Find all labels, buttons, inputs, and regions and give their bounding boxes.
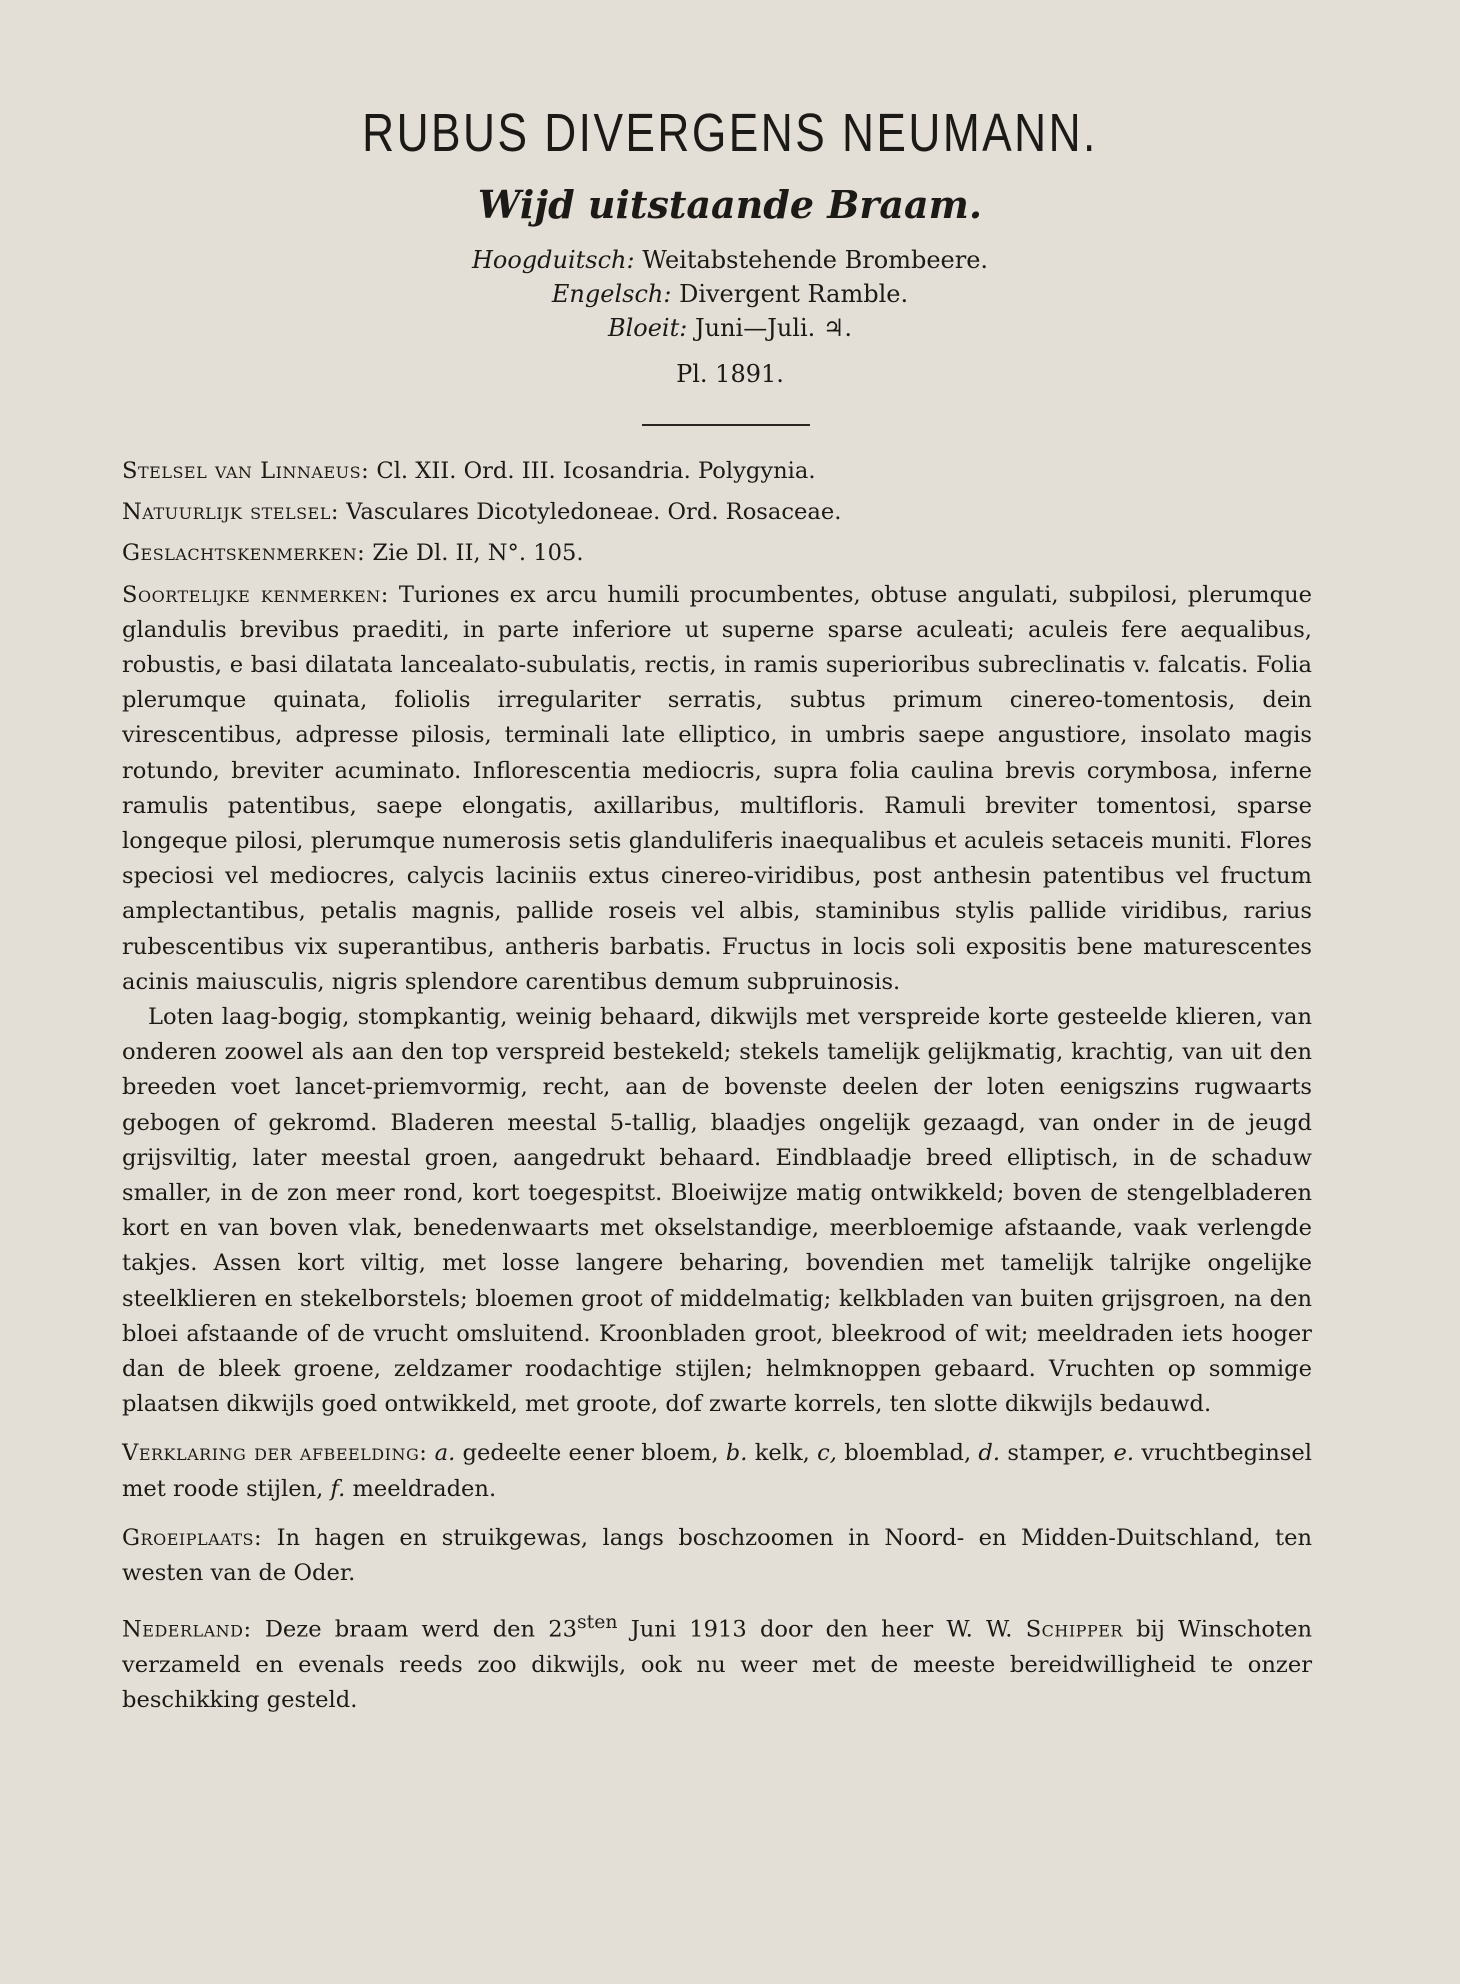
- collector-name: Schipper: [1025, 1616, 1123, 1643]
- synonym-value: Juni—Juli. ♃.: [694, 314, 853, 342]
- section-label: Soortelijke kenmerken:: [122, 581, 389, 608]
- section-text: Vasculares Dicotyledoneae. Ord. Rosaceae.: [346, 499, 842, 526]
- synonym-english: [0, 280, 1460, 308]
- synonym-value: Divergent Ramble.: [679, 280, 909, 308]
- figure-text: kelk,: [754, 1440, 810, 1467]
- section-label: Nederland:: [122, 1616, 252, 1643]
- figure-text: vruchtbeginsel met roode stijlen,: [122, 1440, 1312, 1502]
- section-text: Deze braam werd den 23: [264, 1616, 578, 1643]
- divider: [642, 424, 810, 426]
- synonym-label: Engelsch:: [551, 280, 672, 308]
- synonym-label: Hoogduitsch:: [471, 246, 635, 274]
- section-label: Groeiplaats:: [122, 1524, 263, 1551]
- dutch-description: Loten laag-bogig, stompkantig, weinig behaard, dikwijls met verspreide korte gesteelde klieren, van onderen zoowel als aan den top verspreid bestekeld; stekels tamelijk gelijkmatig, krachtig, van uit den breeden voet lancet-priemvormig, recht, aan de bovenste deelen der loten eenigszins rugwaarts gebogen of gekromd. Bladeren meestal 5-tallig, blaadjes ongelijk gezaagd, van onder in de jeugd grijsviltig, later meestal groen, aangedrukt behaard. Eindblaadje breed elliptisch, in de schaduw smaller, in de zon meer rond, kort toegespitst. Bloeiwijze matig ontwikkeld; boven de stengelbladeren kort en van boven vlak, benedenwaarts met okselstandige, meerbloemige afstaande, vaak verlengde takjes. Assen kort viltig, met losse langere beharing, bovendien met tamelijk talrijke ongelijke steelklieren en stekelborstels; bloemen groot of middelmatig; kelkbladen van buiten grijsgroen, na den bloei afstaande of de vrucht omsluitend. Kroonbladen groot, bleekrood of wit; meeldraden iets hooger dan de bleek groene, zeldzamer roodachtige stijlen; helmknoppen gebaard. Vruchten op sommige plaatsen dikwijls goed ontwikkeld, met groote, dof zwarte korrels, ten slotte dikwijls bedauwd.: [122, 1004, 1312, 1418]
- section-text: Turiones ex arcu humili procumbentes, obtuse angulati, subpilosi, plerumque glandulis brevibus praediti, in parte inferiore ut superne sparse aculeati; aculeis fere aequalibus, robustis, e basi dilatata lancealato-subulatis, rectis, in ramis superioribus subreclinatis v. falcatis. Folia plerumque quinata, foliolis irregulariter serratis, subtus primum cinereo-tomentosis, dein virescentibus, adpresse pilosis, terminali late elliptico, in umbris saepe angustiore, insolato magis rotundo, breviter acuminato. Inflorescentia mediocris, supra folia caulina brevis corymbosa, inferne ramulis patentibus, saepe elongatis, axillaribus, multifloris. Ramuli breviter tomentosi, sparse longeque pilosi, plerumque numerosis setis glanduliferis inaequalibus et aculeis setaceis muniti. Flores speciosi vel mediocres, calycis laciniis extus cinereo-viridibus, post anthesin patentibus vel fructum amplectantibus, petalis magnis, pallide roseis vel albis, staminibus stylis pallide viridibus, rarius rubescentibus vix superantibus, antheris barbatis. Fructus in locis soli expositis bene maturescentes acinis maiusculis, nigris splendore carentibus demum subpruinosis.: [122, 581, 1312, 995]
- figure-text: meeldraden.: [352, 1475, 497, 1502]
- figure-key: a.: [434, 1440, 456, 1467]
- synonym-label: Bloeit:: [607, 314, 688, 342]
- figure-key: d.: [978, 1440, 1001, 1467]
- genus-characters: [122, 536, 1312, 571]
- figure-key: b.: [725, 1440, 748, 1467]
- figure-text: gedeelte eener bloem,: [462, 1440, 719, 1467]
- figure-key: c,: [817, 1440, 837, 1467]
- synonym-value: Weitabstehende Brombeere.: [642, 246, 989, 274]
- flowering-period: [0, 314, 1460, 342]
- figure-key: f.: [330, 1475, 346, 1502]
- linnaeus-system: [122, 454, 1312, 489]
- section-text: In hagen en struikgewas, langs boschzoomen in Noord- en Midden-Duitschland, ten westen van de Oder.: [122, 1524, 1312, 1587]
- page-title: RUBUS DIVERGENS NEUMANN.: [362, 103, 1098, 163]
- figure-text: bloemblad,: [844, 1440, 972, 1467]
- section-label: Geslachtskenmerken:: [122, 540, 366, 567]
- description-body: [122, 454, 1312, 1718]
- plate-number: Pl. 1891.: [676, 360, 784, 388]
- figure-key: e.: [1113, 1440, 1135, 1467]
- common-name: Wijd uitstaande Braam.: [477, 182, 983, 227]
- synonym-german: [0, 246, 1460, 274]
- section-label: Stelsel van Linnaeus:: [122, 458, 370, 484]
- section-label: Verklaring der afbeelding:: [122, 1440, 428, 1467]
- habitat: [122, 1521, 1312, 1591]
- species-characters: [122, 578, 1312, 1000]
- section-label: Natuurlijk stelsel:: [122, 499, 339, 526]
- natural-system: [122, 495, 1312, 530]
- ordinal-suffix: sten: [577, 1612, 618, 1634]
- section-text: bij Winschoten verzameld en evenals reeds zoo dikwijls, ook nu weer met de meeste bereidwilligheid te onzer beschikking gesteld.: [122, 1616, 1313, 1714]
- netherlands-record: [122, 1605, 1312, 1718]
- figure-text: stamper,: [1007, 1440, 1107, 1467]
- section-text: Cl. XII. Ord. III. Icosandria. Polygynia.: [376, 458, 816, 484]
- section-text: Zie Dl. II, N°. 105.: [372, 540, 584, 567]
- section-text: Juni 1913 door den heer W. W.: [630, 1616, 1013, 1643]
- figure-explanation: [122, 1436, 1312, 1506]
